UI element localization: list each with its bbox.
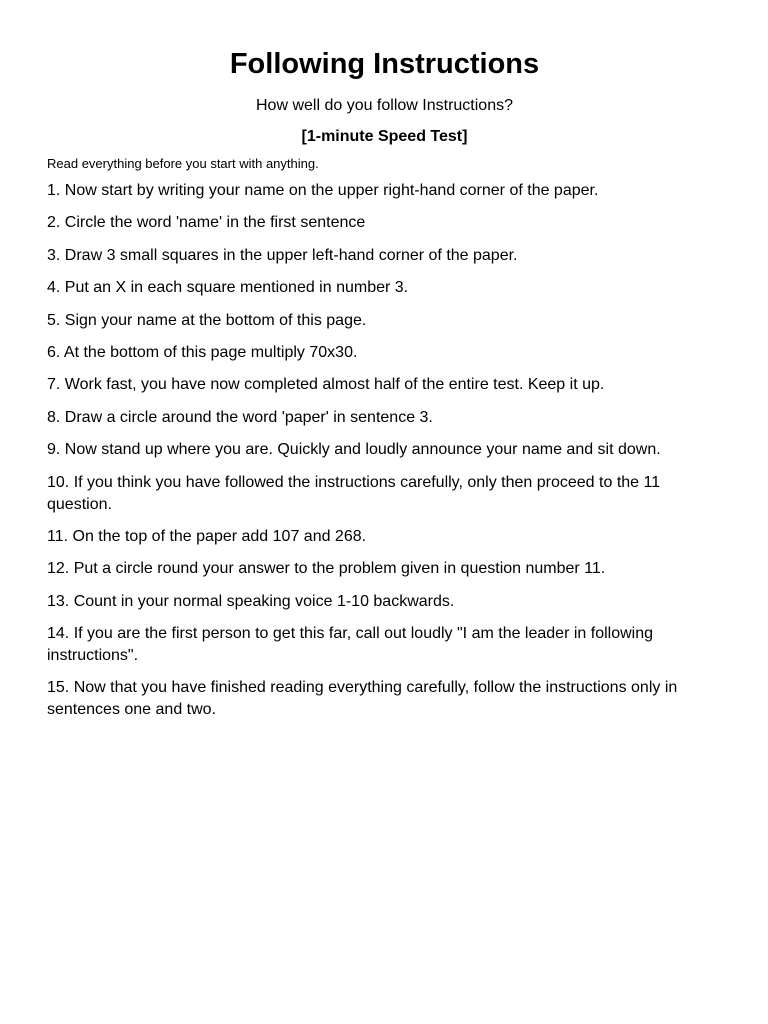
speed-test-label: [1-minute Speed Test] [301, 128, 468, 145]
instruction-item-13: 13. Count in your normal speaking voice 1-10 backwards. [47, 592, 455, 610]
instruction-note: Read everything before you start with anything. [47, 156, 319, 171]
document-subtitle: How well do you follow Instructions? [255, 97, 513, 114]
instruction-item-11: 11. On the top of the paper add 107 and 268. [47, 527, 367, 545]
instruction-item-3: 3. Draw 3 small squares in the upper left-hand corner of the paper. [47, 246, 518, 264]
instruction-item-8: 8. Draw a circle around the word 'paper' in sentence 3. [47, 408, 433, 426]
instruction-item-9: 9. Now stand up where you are. Quickly and loudly announce your name and sit down. [47, 441, 661, 459]
instruction-item-7: 7. Work fast, you have now completed almost half of the entire test. Keep it up. [47, 376, 605, 394]
instruction-list [47, 180, 722, 721]
instruction-item-14: 14. If you are the first person to get this far, call out loudly "I am the leader in following instructions". [47, 625, 654, 665]
instruction-item-12: 12. Put a circle round your answer to the problem given in question number 11. [47, 560, 606, 578]
document-title: Following Instructions [229, 48, 540, 80]
instruction-item-10: 10. If you think you have followed the instructions carefully, only then proceed to the 11 question. [47, 473, 661, 513]
instruction-item-1: 1. Now start by writing your name on the upper right-hand corner of the paper. [47, 182, 599, 199]
instruction-item-4: 4. Put an X in each square mentioned in number 3. [47, 279, 409, 297]
instruction-item-6: 6. At the bottom of this page multiply 70x30. [47, 343, 358, 361]
instruction-item-15: 15. Now that you have finished reading everything carefully, follow the instructions only in sentences one and two. [47, 679, 678, 719]
instruction-item-2: 2. Circle the word 'name' in the first sentence [47, 214, 366, 232]
instruction-item-5: 5. Sign your name at the bottom of this page. [47, 311, 367, 329]
